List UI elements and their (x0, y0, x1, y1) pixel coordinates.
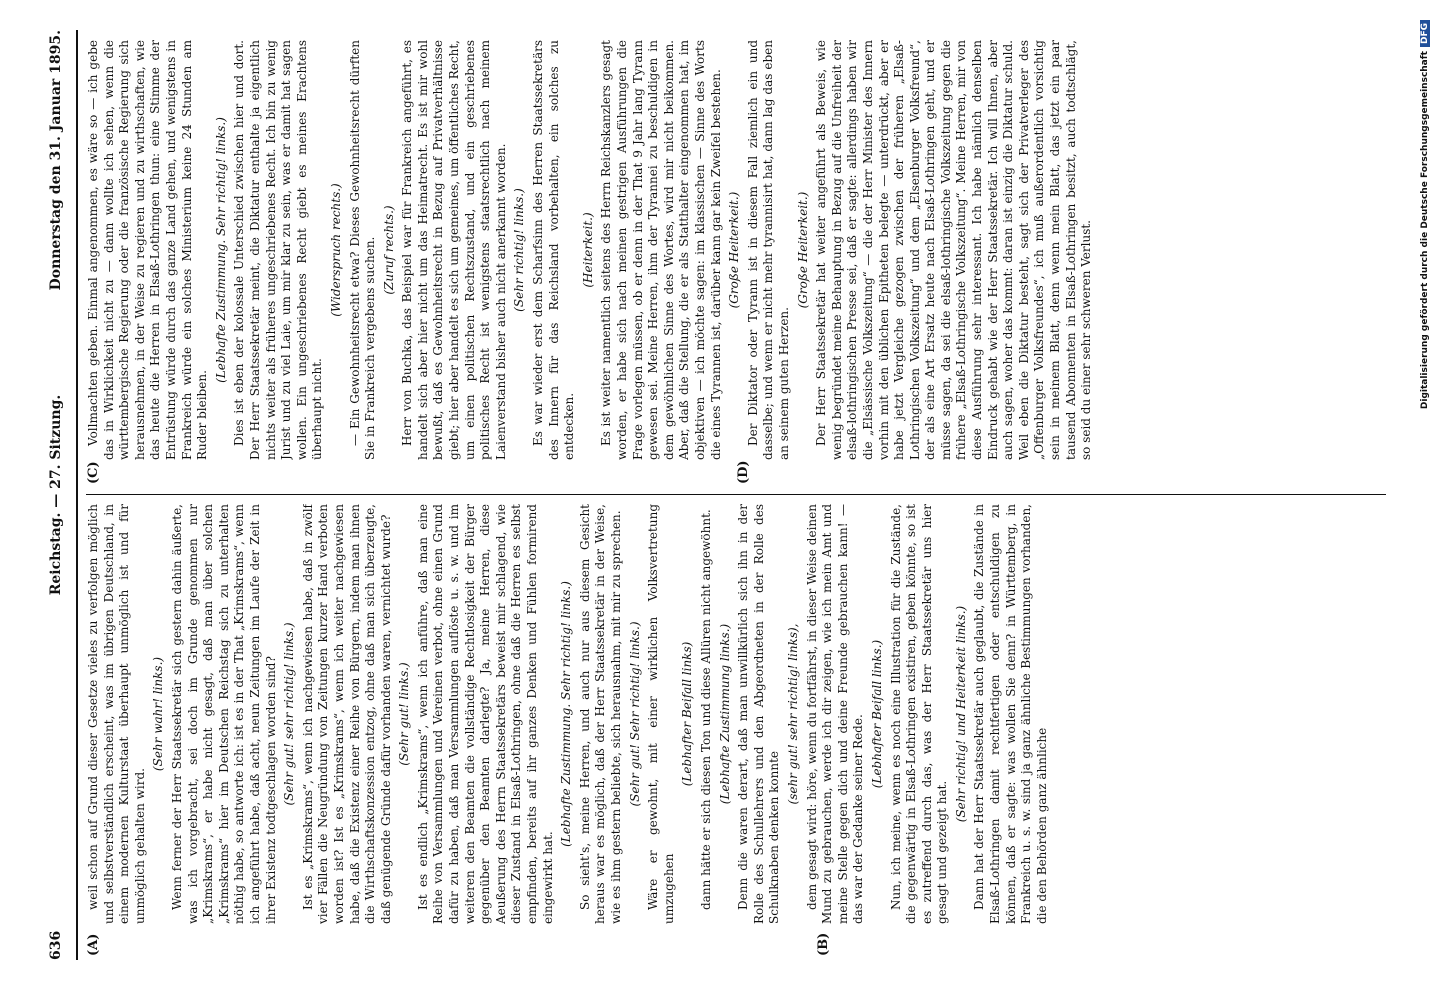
page-header (40, 30, 78, 960)
column-divider (86, 494, 1386, 495)
left-paragraph: Nun, ich meine, wenn es noch eine Illustration für die Zustände, die gegenwärtig in Elsaß-Lothringen existiren, geben könnte, so ist es zutreffend durch das, was der Herr Staatssekretär uns hier gesagt und gezeigt hat. (888, 504, 950, 924)
right-paragraph: Dies ist eben der kolossale Unterschied zwischen hier und dort. Der Herr Staatssekretär meint, die Diktatur enthalte ja eigentlich nichts weiter als früheres ungeschriebenes Recht. Ich bin zu wenig Jurist und zu viel Laie, um mir klar zu sein, was er damit hat sagen wollen. Ein ungeschriebenes Recht giebt es meines Erachtens überhaupt nicht. (232, 40, 325, 460)
left-paragraph: Ist es „Krimskrams“, wenn ich nachgewiesen habe, daß in zwölf vier Fällen die Neugründung von Zeitungen kurzer Hand verboten worden ist? Ist es „Krimskrams“, wenn ich weiter nachgewiesen habe, daß die Existenz einer Reihe von Bürgern, indem man ihnen die Wirthschaftskonzession entzog, ohne daß man sich überzeugte, daß genügende Gründe dafür vorhanden waren, vernichtet wurde? (300, 504, 393, 924)
right-paragraph: — Ein Gewohnheitsrecht etwa? Dieses Gewohnheitsrecht dürften Sie in Frankreich vergebens suchen. (347, 40, 378, 460)
page-number: 636 (48, 930, 64, 960)
right-interjection: (Widerspruch rechts.) (328, 183, 343, 317)
left-interjection: (Sehr gut! Sehr richtig! links.) (627, 621, 642, 807)
credit-text: Digitalisierung gefördert durch die Deutsche Forschungsgemeinschaft (1420, 51, 1430, 410)
right-paragraph: Vollmachten geben. Einmal angenommen, es wäre so — ich gebe das in Wirklichkeit nicht zu — dann wollte ich sehen, wenn die württembergische Regierung oder die französische Regierung sich herausnehmen, in der Weise zu regieren und zu wirthschaften, wie das heute die Herren in Elsaß-Lothringen thun: eine Stimme der Entrüstung würde durch das ganze Land gehen, und wenigstens in Frankreich würde ein solches Ministerium keine 24 Stunden am Ruder bleiben. (86, 40, 210, 460)
right-paragraph: Herr von Buchka, das Beispiel war für Frankreich angeführt, es handelt sich aber hier nicht um das Heimatrecht. Es ist mir wohl bewußt, daß es Gewohnheitsrecht in Bezug auf Privatverhältnisse giebt; hier aber handelt es sich um gemeines, um öffentliches Recht, um einen politischen Rechtszustand, und ein geschriebenes politisches Recht ist wenigstens staatsrechtlich nach meinem Laienverstand bisher auch nicht anerkannt worden. (400, 40, 508, 460)
left-paragraph: weil schon auf Grund dieser Gesetze vieles zu verfolgen möglich und selbstverständlich erscheint, was im übrigen Deutschland, in einem modernen Kulturstaat überhaupt unmöglich ist und für unmöglich gehalten wird. (86, 504, 147, 924)
right-interjection: (Heiterkeit.) (580, 212, 595, 288)
right-column (86, 40, 1386, 460)
left-paragraph: Wenn ferner der Herr Staatssekretär sich gestern dahin äußerte, was ich vorgebracht, sei doch im Grunde genommen nur „Krimskrams“, er habe nicht gesagt, daß man über solchen „Krimskrams“ hier im Deutschen Reichstag sich zu unterhalten nöthig habe, so antworte ich: ist es in der That „Krimskrams“, wenn ich angeführt habe, daß acht, neun Zeitungen im Laufe der Zeit in ihrer Existenz todtgeschlagen worden sind? (169, 504, 278, 924)
left-interjection: (Sehr wahr! links.) (151, 656, 166, 772)
digitization-credit (1420, 0, 1432, 1000)
left-paragraph: Wäre er gewohnt, mit einer wirklichen Volksvertretung umzugehen (646, 504, 676, 924)
right-paragraph: Es ist weiter namentlich seitens des Herrn Reichskanzlers gesagt worden, er habe sich nach meinen gestrigen Ausführungen die Frage vorlegen müssen, ob er denn in der That 9 Jahr lang Tyrann gewesen sei. Meine Herren, ihm der Tyrannei zu beschuldigen in dem gewöhnlichen Sinne des Wortes, wird mir nicht beikommen. Aber, daß die Stellung, die er als Statthalter eingenommen hat, im objektiven — ich möchte sagen: im klassischen — Sinne des Worts die eines Tyrannen ist, darüber kann gar kein Zweifel bestehen. (599, 40, 723, 460)
right-interjection: (Lebhafte Zustimmung. Sehr richtig! links.) (213, 117, 228, 383)
margin-marker-c: (C) (86, 461, 101, 484)
left-column (86, 504, 1386, 924)
right-interjection: (Sehr richtig! links.) (512, 188, 527, 312)
left-interjection: (sehr gut! sehr richtig! links), (785, 623, 800, 805)
left-paragraph: dem gesagt wird: höre, wenn du fortfährst, in dieser Weise deinen Mund zu gebrauchen, werde ich dir zeigen, wie ich mein Amt und meine Stelle gegen dich und deine Freunde gebrauchen kann! — das war der Gedanke seiner Rede. (804, 504, 866, 924)
left-paragraph: Denn die waren derart, daß man unwillkürlich sich ihn in der Rolle des Schullehrers und den Abgeordneten in der Rolle des Schulknaben denken konnte (736, 504, 782, 924)
left-paragraph: So sieht's, meine Herren, und auch nur aus diesem Gesicht heraus war es möglich, daß der Herr Staatssekretär in der Weise, wie es ihm gestern beliebte, sich herausnahm, mit mir zu sprechen. (577, 504, 623, 924)
left-interjection: (Sehr gut! links.) (397, 662, 412, 766)
right-paragraph: Der Herr Staatssekretär hat weiter angeführt als Beweis, wie wenig begründet meine Behauptung in Bezug auf die Unfreiheit der elsaß-lothringischen Presse sei, daß er sagte: allerdings haben wir die „Elsässische Volkszeitung“ — die der Herr Minister des Innern vorhin mit den üblichen Epitheten belegte — unterdrückt, aber er habe jetzt Vergleiche gezogen zwischen der früheren „Elsaß-Lothringischen Volkszeitung“ und dem „Elsenburger Volksfreund“, der als eine Art Ersatz heute nach Elsaß-Lothringen geht, und er müsse sagen, da sei die elsaß-lothringische Volkszeitung gegen die frühere „Elsaß-Lothringische Volkszeitung“. Meine Herren, mir von diese Ausführung sehr interessant. Ich habe nämlich denselben Eindruck gehabt wie der Herr Staatssekretär. Ich will Ihnen, aber auch sagen, woher das kommt: daran ist einzig die Diktatur schuld. Weil eben die Diktatur besteht, sagt sich der Privatverleger des „Offenburger Volksfreundes“, ich muß außerordentlich vorsichtig sein in meinem Blatt, denn wenn mein Blatt, das jetzt ein paar tausend Abonnenten in Elsaß-Lothringen besitzt, auch todtschlägt, so seid du einer sehr schweren Verlust. (814, 40, 1094, 460)
margin-marker-d: (D) (736, 460, 751, 484)
session-date: Donnerstag den 31. Januar 1895. (48, 30, 64, 291)
left-paragraph: Ist es endlich „Krimskrams“, wenn ich anführe, daß man eine Reihe von Versammlungen und Vereinen verbot, ohne einen Grund dafür zu haben, daß man Versammlungen auflöste u. s. w. und im weiteren den Beamten die vollständige Rechtlosigkeit der Bürger gegenüber den Beamten darlegte? Ja, meine Herren, diese Aeußerung des Herrn Staatssekretärs beweist mir schlagend, wie dieser Zustand in Elsaß-Lothringen, ohne daß die Herren es selbst empfinden, bereits auf ihr ganzes Denken und Fühlen formirend eingewirkt hat. (415, 504, 555, 924)
left-interjection: (Lebhafter Beifall links.) (869, 639, 884, 789)
session-title: Reichstag. — 27. Sitzung. (48, 394, 64, 596)
right-paragraph: Es war wieder erst dem Scharfsinn des Herren Staatssekretärs des Innern für das Reichsland vorbehalten, ein solches zu entdecken. (531, 40, 577, 460)
right-paragraph: Der Diktator oder Tyrann ist in diesem Fall ziemlich ein und dasselbe; und wenn er nicht mehr tyrannisirt hat, dann lag das eben an seinem guten Herzen. (745, 40, 791, 460)
left-interjection: (Lebhafter Beifall links) (680, 641, 695, 787)
left-paragraph: Dann hat der Herr Staatssekretär auch geglaubt, die Zustände in Elsaß-Lothringen damit rechtfertigen oder entschuldigen zu können, daß er sagte: was wollen Sie denn? in Württemberg, in Frankreich u. s. w. sind ja ganz ähnliche Bestimmungen vorhanden, die den Behörden ganz ähnliche (972, 504, 1049, 924)
right-interjection: (Große Heiterkeit.) (727, 191, 742, 309)
right-interjection: (Zuruf rechts.) (381, 205, 396, 295)
margin-marker-a: (A) (86, 933, 101, 956)
dfg-logo: DFG (1420, 20, 1430, 47)
left-interjection: (Lebhafte Zustimmung links.) (717, 623, 732, 805)
margin-marker-b: (B) (816, 932, 831, 956)
left-interjection: (Lebhafte Zustimmung. Sehr richtig! links.) (559, 581, 574, 847)
left-interjection: (Sehr gut! sehr richtig! links.) (282, 622, 297, 806)
left-interjection: (Sehr richtig! und Heiterkeit links.) (953, 605, 968, 823)
right-interjection: (Große Heiterkeit.) (795, 191, 810, 309)
left-paragraph: dann hätte er sich diesen Ton und diese Allüren nicht angewöhnt. (698, 509, 713, 910)
